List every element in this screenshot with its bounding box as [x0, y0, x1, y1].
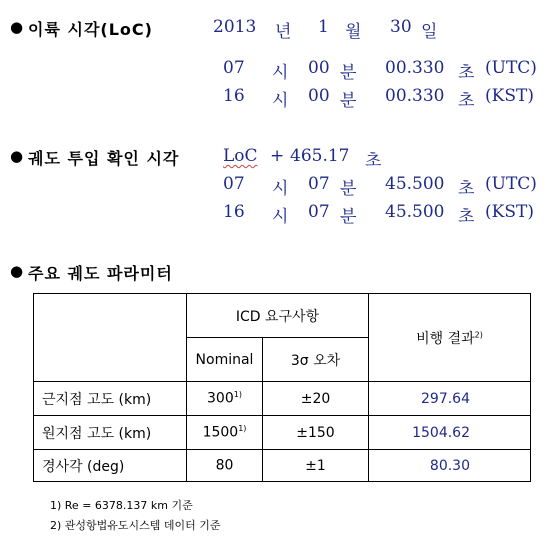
error-cell: ±20 [263, 382, 369, 416]
row-label: 근지점 고도 (km) [34, 382, 187, 416]
error-cell: ±1 [263, 450, 369, 482]
row-label: 경사각 (deg) [34, 450, 187, 482]
bullet-2: ● [10, 147, 24, 165]
icd-header: ICD 요구사항 [187, 294, 369, 338]
bullet-3: ● [10, 262, 24, 280]
loc-kst: 16 시 00 분 00.330 초 (KST) [223, 86, 534, 111]
loc-label: 이륙 시각(LoC) [28, 20, 153, 39]
error-cell: ±150 [263, 416, 369, 450]
table-row [34, 450, 531, 482]
nominal-cell: 80 [187, 450, 263, 482]
table-corner [34, 294, 187, 382]
result-cell: 297.64 [369, 382, 531, 416]
sigma-header: 3σ 오차 [263, 338, 369, 382]
nominal-header: Nominal [187, 338, 263, 382]
nominal-cell: 300$^{1)}$ [187, 382, 263, 416]
result-cell: 1504.62 [369, 416, 531, 450]
result-cell: 80.30 [369, 450, 531, 482]
footnote-2: 2) 관성항법유도시스템 데이터 기준 [50, 519, 221, 532]
table-row [34, 416, 531, 450]
orbit-insert-label: 궤도 투입 확인 시각 [28, 149, 180, 168]
params-label: 주요 궤도 파라미터 [28, 264, 173, 283]
loc-date: 2013 년 1 월 30 일 [213, 17, 438, 42]
nominal-cell: 1500$^{1)}$ [187, 416, 263, 450]
table-row [34, 382, 531, 416]
orbit-insert-kst: 16 시 07 분 45.500 초 (KST) [223, 202, 534, 227]
result-header: 비행 결과$^{2)}$ [369, 294, 531, 382]
footnote-1: 1) Re = 6378.137 km 기준 [50, 499, 193, 512]
row-label: 원지점 고도 (km) [34, 416, 187, 450]
orbit-insert-offset: LoC + 465.17 초 [223, 146, 382, 171]
orbit-insert-utc: 07 시 07 분 45.500 초 (UTC) [223, 174, 537, 199]
bullet-1: ● [10, 18, 24, 36]
loc-utc: 07 시 00 분 00.330 초 (UTC) [223, 58, 537, 83]
params-table [33, 293, 531, 482]
table-header-row [34, 294, 531, 338]
